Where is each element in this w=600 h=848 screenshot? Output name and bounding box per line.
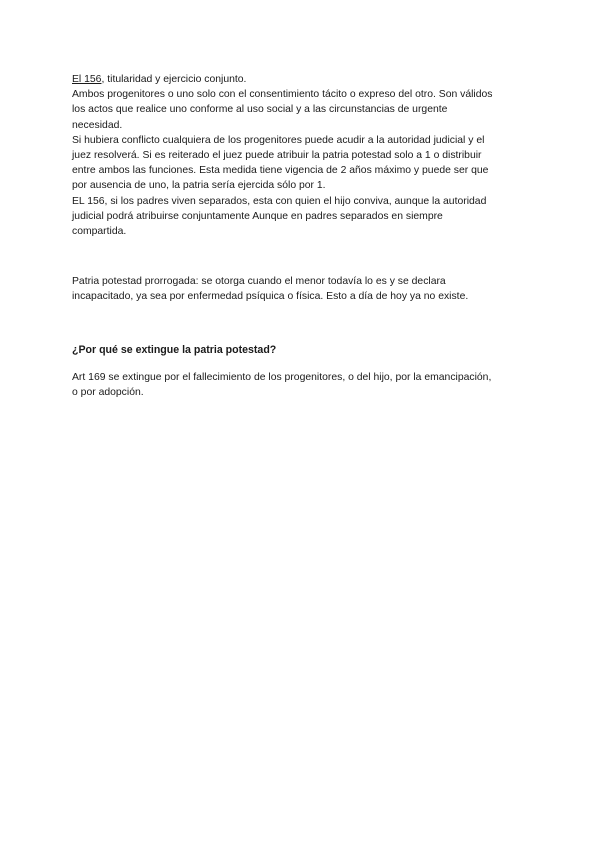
paragraph-line: Art 169 se extingue por el fallecimiento de los progenitores, o del hijo, por la emancipación,	[72, 372, 492, 383]
section-title-line	[72, 72, 532, 87]
section-extincion-body	[72, 370, 532, 400]
paragraph-line: por ausencia de uno, la patria sería ejercida sólo por 1.	[72, 180, 326, 192]
paragraph-line: necesidad.	[72, 119, 123, 131]
section-titularidad	[72, 72, 532, 239]
section-title-text: , titularidad y ejercicio conjunto.	[101, 74, 247, 85]
paragraph-line: incapacitado, ya sea por enfermedad psíquica o física. Esto a día de hoy ya no existe.	[72, 291, 469, 303]
paragraph-line: Patria potestad prorrogada: se otorga cuando el menor todavía lo es y se declara	[72, 276, 446, 287]
section-heading: ¿Por qué se extingue la patria potestad?	[72, 344, 277, 356]
section-extincion	[72, 343, 532, 358]
paragraph-line: o por adopción.	[72, 387, 144, 399]
paragraph-line: los actos que realice uno conforme al uso social y a las circunstancias de urgente	[72, 104, 448, 116]
article-reference-link[interactable]: El 156	[72, 74, 102, 85]
paragraph-line: judicial podrá atribuirse conjuntamente Aunque en padres separados en siempre	[72, 210, 443, 222]
paragraph-line: juez resolverá. Si es reiterado el juez puede atribuir la patria potestad solo a 1 o distribuir	[72, 150, 482, 162]
paragraph-line: Si hubiera conflicto cualquiera de los progenitores puede acudir a la autoridad judicial y el	[72, 134, 485, 146]
paragraph-line: entre ambos las funciones. Esta medida tiene vigencia de 2 años máximo y puede ser que	[72, 165, 489, 177]
section-patria-prorrogada	[72, 274, 532, 304]
paragraph-line: compartida.	[72, 226, 127, 238]
paragraph-line: Ambos progenitores o uno solo con el consentimiento tácito o expreso del otro. Son válidos	[72, 89, 493, 101]
paragraph-line: EL 156, si los padres viven separados, esta con quien el hijo conviva, aunque la autoridad	[72, 195, 487, 207]
